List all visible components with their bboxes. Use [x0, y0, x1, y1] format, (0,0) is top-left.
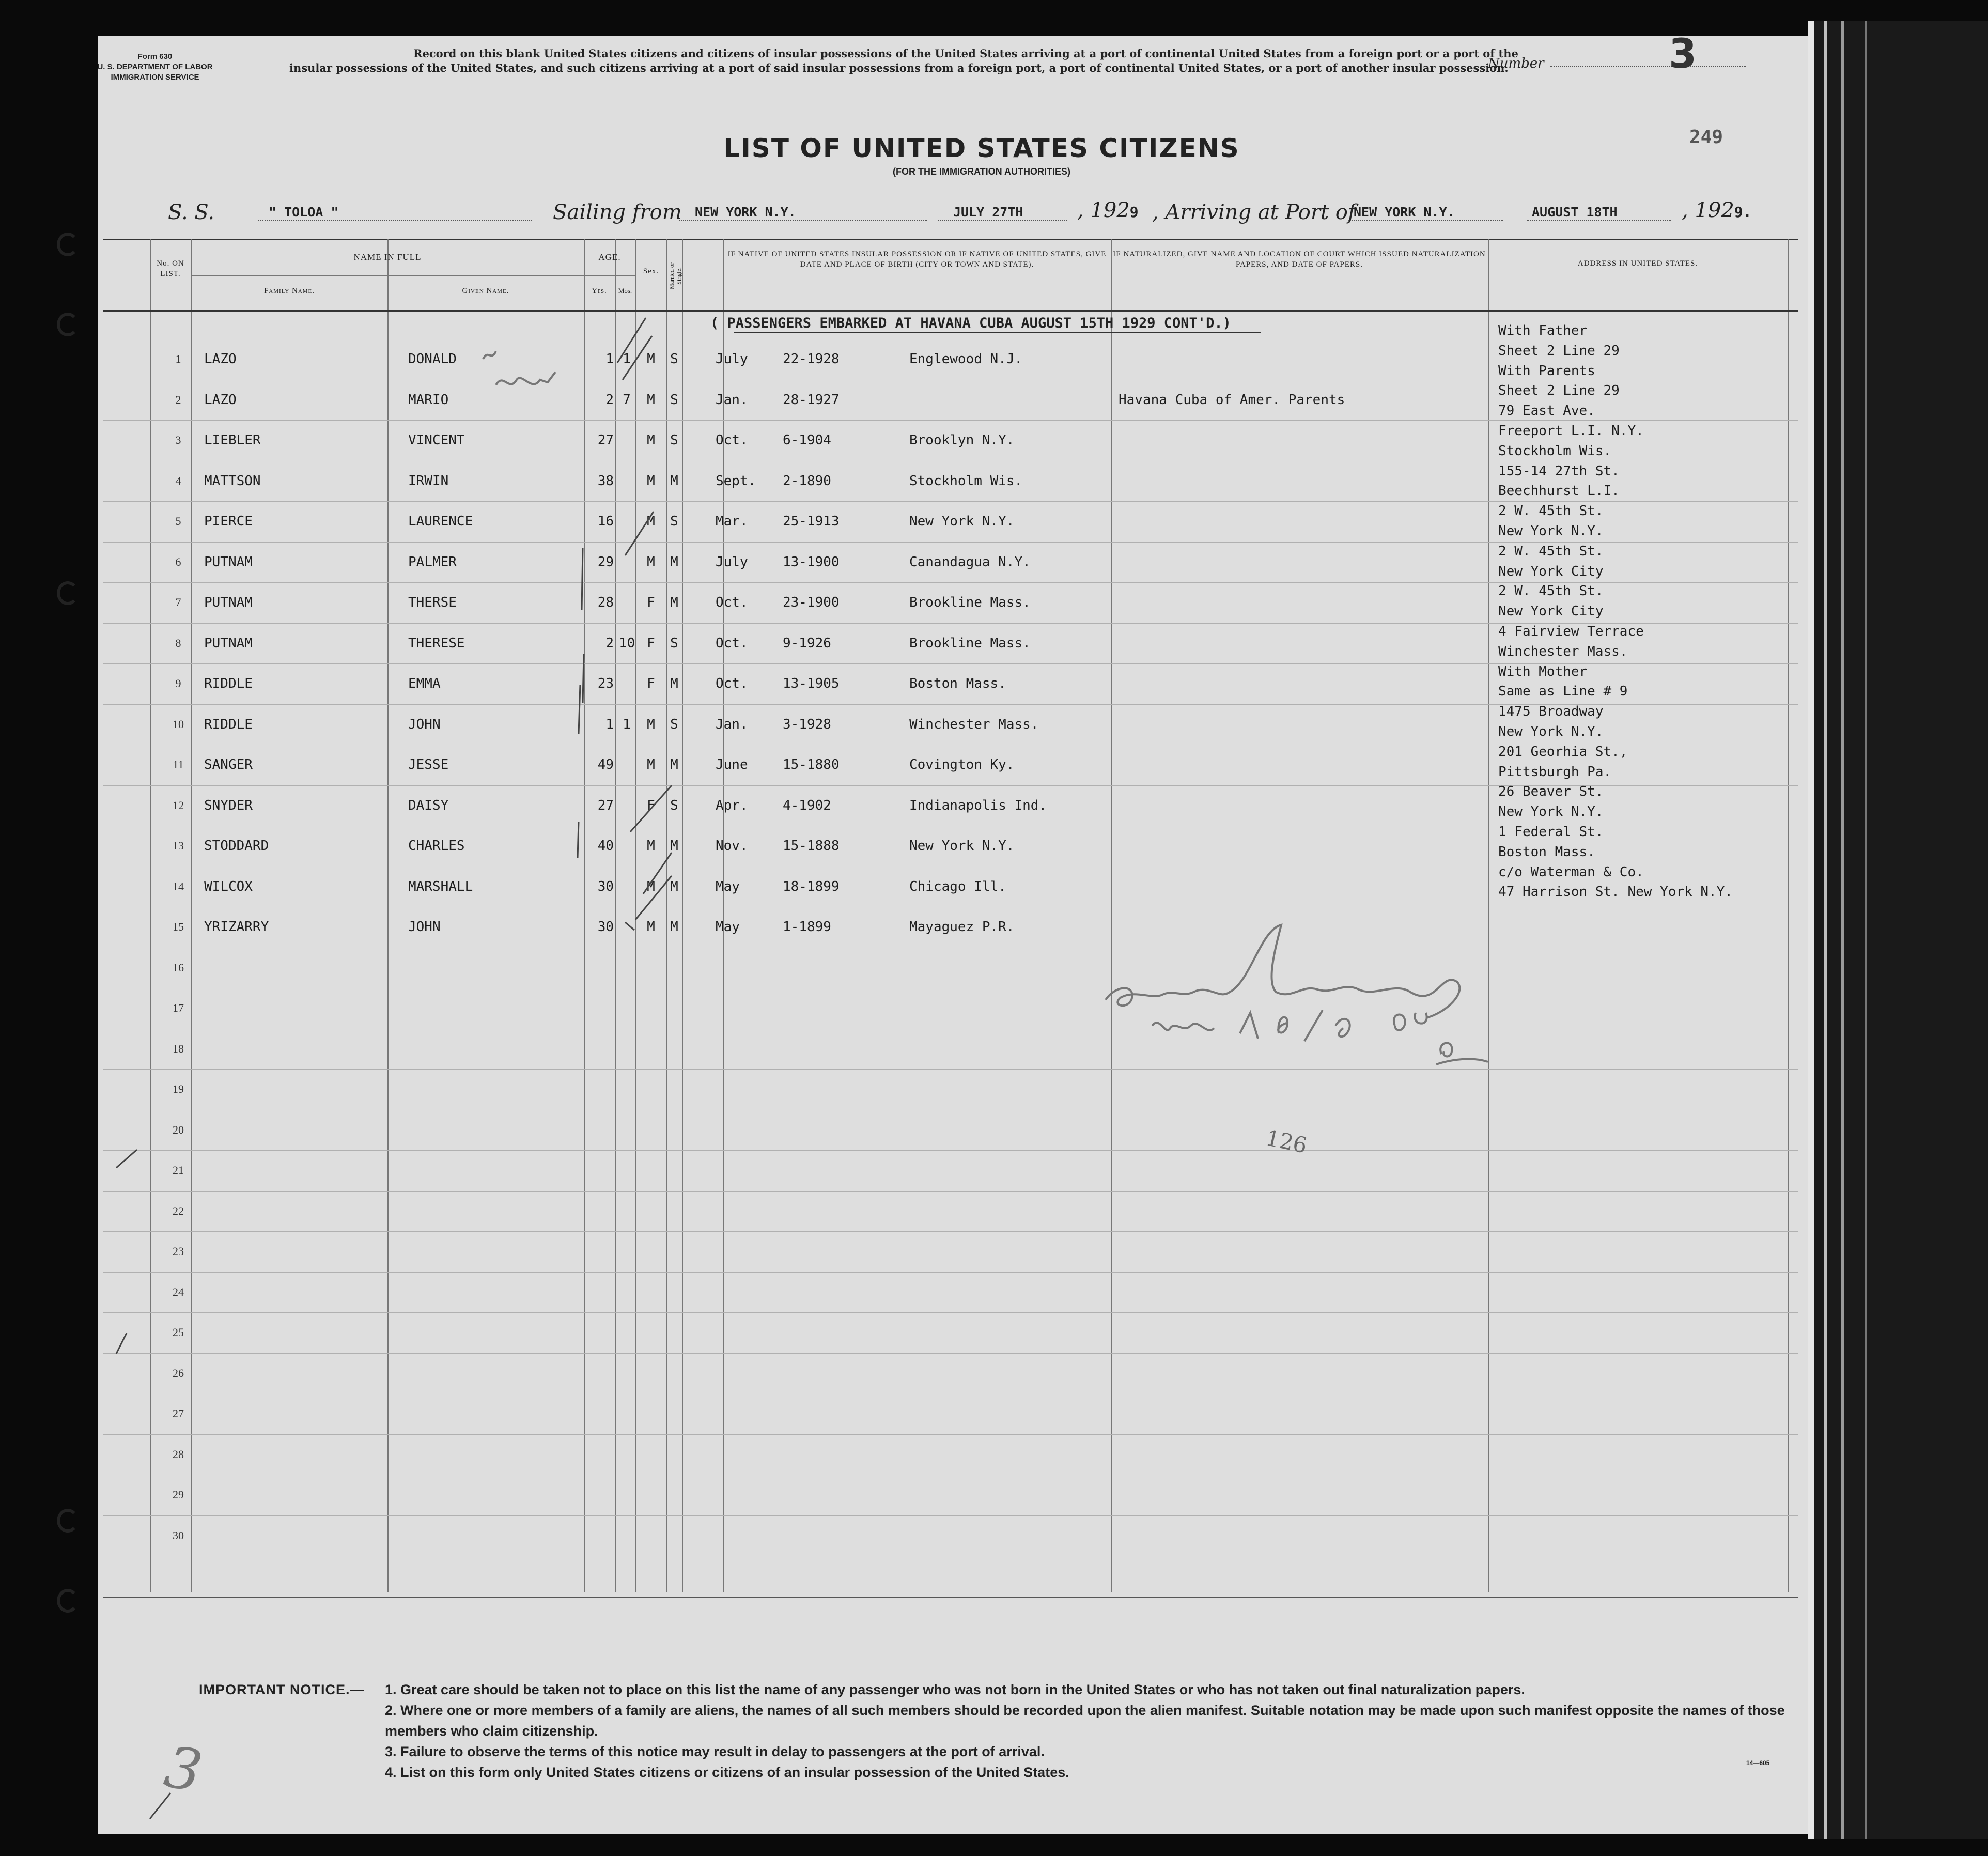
form-label: Form 630: [137, 52, 173, 61]
birth-place-cell: Brookline Mass.: [909, 595, 1031, 610]
birth-month-cell: Mar.: [716, 514, 748, 529]
stamp-number: 249: [1689, 127, 1723, 148]
col-family-name: Family Name.: [263, 287, 315, 295]
row-number: 6: [175, 555, 181, 568]
col-age-mos: Mos.: [618, 287, 632, 295]
birth-month-cell: May: [716, 878, 740, 894]
sex-cell: M: [647, 757, 655, 772]
number-value: 3: [1669, 31, 1697, 78]
address-line: New York City: [1498, 563, 1604, 579]
address-line: 201 Georhia St.,: [1498, 744, 1628, 760]
age-years-cell: 16: [597, 514, 614, 529]
age-years-cell: 38: [597, 473, 614, 489]
birth-month-cell: Jan.: [716, 716, 748, 732]
address-line: Pittsburgh Pa.: [1498, 764, 1612, 780]
col-married-single: Married or Single.: [668, 262, 682, 289]
given-name-cell: THERSE: [408, 595, 457, 610]
sex-cell: M: [647, 919, 655, 935]
marital-status-cell: M: [670, 838, 678, 854]
arrival-port-value: NEW YORK N.Y.: [1354, 205, 1455, 220]
row-number: 9: [175, 677, 181, 690]
notice-item: 2. Where one or more members of a family are aliens, the names of all such members should be recorded upon the alien manifest. Suitable notation may be made upon such manifest opposite the names of those members who claim citizenship.: [385, 1703, 1785, 1739]
birth-date-cell: 1-1899: [783, 919, 831, 935]
family-name-cell: STODDARD: [204, 838, 269, 854]
naturalized-cell: Havana Cuba of Amer. Parents: [1119, 392, 1345, 408]
address-line: 2 W. 45th St.: [1498, 543, 1604, 559]
address-line: 1475 Broadway: [1498, 704, 1604, 720]
time-stroke: [1394, 1013, 1488, 1064]
row-number: 14: [173, 879, 184, 893]
address-line: 4 Fairview Terrace: [1498, 624, 1644, 639]
birth-month-cell: Apr.: [716, 797, 748, 813]
sex-cell: M: [647, 554, 655, 570]
marital-status-cell: S: [670, 797, 678, 813]
birth-date-cell: 28-1927: [783, 392, 840, 408]
department-label: U. S. DEPARTMENT OF LABOR: [97, 63, 213, 71]
number-label: Number: [1488, 56, 1544, 71]
address-line: With Mother: [1498, 663, 1588, 679]
marital-status-cell: M: [670, 878, 678, 894]
row-number: 21: [173, 1164, 184, 1177]
family-name-cell: PIERCE: [204, 514, 253, 529]
address-line: New York N.Y.: [1498, 804, 1604, 820]
sex-cell: M: [647, 878, 655, 894]
col-name-in-full: NAME IN FULL: [353, 252, 422, 262]
family-name-cell: RIDDLE: [204, 716, 253, 732]
address-line: With Father: [1498, 323, 1588, 338]
address-line: 79 East Ave.: [1498, 403, 1595, 419]
row-number: 18: [173, 1042, 184, 1055]
row-number: 17: [173, 1001, 184, 1014]
age-years-cell: 27: [597, 797, 614, 813]
birth-month-cell: June: [716, 757, 748, 772]
age-months-cell: 7: [623, 392, 631, 408]
birth-date-cell: 2-1890: [783, 473, 831, 489]
marital-status-cell: M: [670, 757, 678, 772]
address-line: Stockholm Wis.: [1498, 443, 1612, 459]
age-months-cell: 1: [623, 351, 631, 367]
marital-status-cell: S: [670, 514, 678, 529]
check-mark: [617, 318, 646, 363]
row-number: 15: [173, 920, 184, 933]
sailing-year-prefix: 192: [1090, 198, 1130, 222]
sailing-date-value: JULY 27TH: [953, 205, 1023, 220]
birth-month-cell: May: [716, 919, 740, 935]
col-native-birth: IF NATIVE OF UNITED STATES INSULAR POSSESSION OR IF NATIVE OF UNITED STATES, GIVE DATE AND PLACE OF BIRTH (CITY OR TOWN AND STATE).: [727, 250, 1107, 269]
col-no-on-list: No. ON LIST.: [157, 259, 184, 278]
age-years-cell: 49: [597, 757, 614, 772]
check-mark: [630, 785, 672, 832]
row-number: 27: [173, 1407, 184, 1420]
birth-date-cell: 15-1880: [783, 757, 840, 772]
row-number: 19: [173, 1082, 184, 1095]
age-years-cell: 29: [597, 554, 614, 570]
birth-place-cell: New York N.Y.: [909, 514, 1015, 529]
col-given-name: Given Name.: [462, 287, 509, 295]
birth-date-cell: 13-1900: [783, 554, 840, 570]
row-number: 12: [173, 798, 184, 812]
address-line: 2 W. 45th St.: [1498, 503, 1604, 519]
address-line: With Parents: [1498, 363, 1595, 379]
row-number: 25: [173, 1326, 184, 1339]
address-line: Sheet 2 Line 29: [1498, 383, 1620, 399]
address-line: New York N.Y.: [1498, 523, 1604, 539]
sex-cell: F: [647, 635, 655, 651]
table-bottom-rule: [103, 1597, 1798, 1598]
row-number: 5: [175, 515, 181, 528]
col-sex: Sex.: [643, 267, 659, 275]
row-number: 10: [173, 717, 184, 731]
birth-date-cell: 25-1913: [783, 514, 840, 529]
birth-date-cell: 22-1928: [783, 351, 840, 367]
embarkation-note: ( PASSENGERS EMBARKED AT HAVANA CUBA AUGUST 15TH 1929 CONT'D.): [710, 315, 1231, 331]
sex-cell: M: [647, 473, 655, 489]
address-line: 155-14 27th St.: [1498, 463, 1620, 479]
family-name-cell: SANGER: [204, 757, 253, 772]
birth-place-cell: Indianapolis Ind.: [909, 797, 1047, 813]
given-name-cell: PALMER: [408, 554, 457, 570]
ship-name-value: " TOLOA ": [269, 205, 339, 220]
check-mark: [625, 512, 654, 555]
row-number: 24: [173, 1285, 184, 1298]
address-line: Sheet 2 Line 29: [1498, 343, 1620, 359]
given-name-cell: DAISY: [408, 797, 449, 813]
birth-date-cell: 15-1888: [783, 838, 840, 854]
birth-month-cell: Oct.: [716, 432, 748, 448]
signature: [483, 351, 1488, 1064]
margin-mark: [116, 1150, 137, 1168]
address-line: 26 Beaver St.: [1498, 784, 1604, 800]
sex-cell: M: [647, 392, 655, 408]
address-line: New York City: [1498, 604, 1604, 620]
address-line: 1 Federal St.: [1498, 824, 1604, 840]
service-label: IMMIGRATION SERVICE: [111, 73, 199, 82]
row-number: 20: [173, 1123, 184, 1136]
given-name-cell: CHARLES: [408, 838, 465, 854]
sex-cell: F: [647, 676, 655, 691]
birth-month-cell: July: [716, 351, 748, 367]
row-number: 1: [175, 352, 181, 365]
row-number: 8: [175, 636, 181, 649]
birth-date-cell: 3-1928: [783, 716, 831, 732]
address-line: 2 W. 45th St.: [1498, 583, 1604, 599]
address-line: Freeport L.I. N.Y.: [1498, 423, 1644, 439]
birth-place-cell: Covington Ky.: [909, 757, 1015, 772]
annotation-stroke: [483, 351, 555, 385]
address-line: New York N.Y.: [1498, 724, 1604, 739]
birth-month-cell: July: [716, 554, 748, 570]
age-years-cell: 30: [597, 919, 614, 935]
age-months-cell: 1: [623, 716, 631, 732]
address-line: Beechhurst L.I.: [1498, 483, 1620, 499]
row-number: 16: [173, 961, 184, 974]
sex-cell: M: [647, 351, 655, 367]
birth-place-cell: Brooklyn N.Y.: [909, 432, 1015, 448]
sailing-year-digit: 9: [1129, 204, 1139, 221]
marital-status-cell: M: [670, 473, 678, 489]
margin-mark: [116, 1333, 127, 1354]
notice-heading: IMPORTANT NOTICE.—: [199, 1682, 365, 1697]
family-name-cell: LAZO: [204, 351, 237, 367]
row-number: 2: [175, 393, 181, 406]
address-line: c/o Waterman & Co.: [1498, 864, 1644, 880]
family-name-cell: SNYDER: [204, 797, 253, 813]
sex-cell: F: [647, 797, 655, 813]
stamp-126: 126: [1263, 1125, 1310, 1158]
age-years-cell: 23: [597, 676, 614, 691]
row-number: 23: [173, 1245, 184, 1258]
family-name-cell: PUTNAM: [204, 554, 253, 570]
age-years-cell: 28: [597, 595, 614, 610]
col-naturalized: IF NATURALIZED, GIVE NAME AND LOCATION OF COURT WHICH ISSUED NATURALIZATION PAPERS, AND DATE OF PAPERS.: [1113, 250, 1486, 269]
sex-cell: M: [647, 716, 655, 732]
given-name-cell: JOHN: [408, 716, 441, 732]
age-years-cell: 2: [605, 392, 614, 408]
sex-cell: F: [647, 595, 655, 610]
check-marks: [116, 318, 672, 1819]
birth-place-cell: Englewood N.J.: [909, 351, 1023, 367]
birth-date-cell: 23-1900: [783, 595, 840, 610]
age-years-cell: 1: [605, 351, 614, 367]
birth-month-cell: Oct.: [716, 595, 748, 610]
date-stroke: [1240, 1010, 1350, 1041]
row-number: 7: [175, 596, 181, 609]
family-name-cell: PUTNAM: [204, 635, 253, 651]
age-years-cell: 40: [597, 838, 614, 854]
birth-month-cell: Oct.: [716, 635, 748, 651]
page-title: LIST OF UNITED STATES CITIZENS: [723, 133, 1240, 163]
bracket-mark: [582, 548, 583, 610]
birth-date-cell: 6-1904: [783, 432, 831, 448]
row-number: 26: [173, 1366, 184, 1380]
family-name-cell: MATTSON: [204, 473, 261, 489]
page-subtitle: (FOR THE IMMIGRATION AUTHORITIES): [893, 166, 1070, 177]
given-name-cell: THERESE: [408, 635, 465, 651]
birth-place-cell: Chicago Ill.: [909, 878, 1006, 894]
sex-cell: M: [647, 838, 655, 854]
row-number: 11: [173, 758, 184, 771]
marital-status-cell: S: [670, 432, 678, 448]
given-name-cell: EMMA: [408, 676, 441, 691]
marital-status-cell: S: [670, 392, 678, 408]
birth-place-cell: Brookline Mass.: [909, 635, 1031, 651]
col-age: AGE.: [598, 252, 621, 262]
row-number: 22: [173, 1204, 184, 1217]
marital-status-cell: S: [670, 716, 678, 732]
signature-stroke: [1152, 1023, 1214, 1030]
marital-status-cell: M: [670, 554, 678, 570]
bracket-mark: [579, 685, 580, 734]
row-number: 3: [175, 434, 181, 446]
birth-place-cell: Mayaguez P.R.: [909, 919, 1015, 935]
family-name-cell: PUTNAM: [204, 595, 253, 610]
given-name-cell: JOHN: [408, 919, 441, 935]
record-instructions: Record on this blank United States citizens and citizens of insular possessions of the United States arriving at a port of continental United States from a foreign port or a port of the insular possessions of the United States, and such citizens arriving at a port of said insular possessions from a foreign port, a port of continental United States, or a port of another insular possession.: [289, 47, 1518, 74]
row-number: 30: [173, 1528, 184, 1542]
ss-label: S. S.: [168, 200, 215, 224]
notice-item: 1. Great care should be taken not to place on this list the name of any passenger who was not born in the United States or who has not taken out final naturalization papers.: [385, 1682, 1525, 1697]
birth-month-cell: Nov.: [716, 838, 748, 854]
birth-place-cell: New York N.Y.: [909, 838, 1015, 854]
notice-item: 3. Failure to observe the terms of this notice may result in delay to passengers at the port of arrival.: [385, 1744, 1045, 1759]
form-code: 14—605: [1746, 1759, 1770, 1767]
birth-place-cell: Canandagua N.Y.: [909, 554, 1031, 570]
given-name-cell: LAURENCE: [408, 514, 473, 529]
marital-status-cell: S: [670, 635, 678, 651]
arrival-year-prefix: 192: [1695, 198, 1734, 222]
sailing-from-value: NEW YORK N.Y.: [695, 205, 796, 220]
birth-date-cell: 9-1926: [783, 635, 831, 651]
given-name-cell: JESSE: [408, 757, 449, 772]
birth-date-cell: 13-1905: [783, 676, 840, 691]
family-name-cell: LAZO: [204, 392, 237, 408]
col-address: ADDRESS IN UNITED STATES.: [1577, 259, 1698, 268]
check-mark: [625, 922, 634, 930]
bracket-mark: [583, 654, 584, 703]
address-line: Boston Mass.: [1498, 844, 1595, 860]
family-name-cell: YRIZARRY: [204, 919, 269, 935]
corner-pencil-mark: 3: [160, 1733, 207, 1805]
given-name-cell: VINCENT: [408, 432, 465, 448]
arrival-year: , 1929.: [1682, 198, 1752, 222]
address-line: Winchester Mass.: [1498, 643, 1628, 659]
row-number: 29: [173, 1488, 184, 1501]
bracket-mark: [578, 822, 579, 858]
address-line: 47 Harrison St. New York N.Y.: [1498, 884, 1733, 900]
marital-status-cell: M: [670, 676, 678, 691]
birth-month-cell: Jan.: [716, 392, 748, 408]
sailing-label: Sailing from: [553, 200, 682, 224]
marital-status-cell: M: [670, 919, 678, 935]
col-age-yrs: Yrs.: [592, 287, 607, 295]
signature-stroke: [1106, 925, 1459, 1018]
arrival-date-value: AUGUST 18TH: [1532, 205, 1618, 220]
marital-status-cell: S: [670, 351, 678, 367]
family-name-cell: WILCOX: [204, 878, 253, 894]
row-number: 4: [175, 474, 181, 487]
given-name-cell: MARSHALL: [408, 878, 473, 894]
birth-date-cell: 4-1902: [783, 797, 831, 813]
address-line: Same as Line # 9: [1498, 684, 1628, 700]
family-name-cell: LIEBLER: [204, 432, 261, 448]
birth-place-cell: Stockholm Wis.: [909, 473, 1023, 489]
sailing-year: , 1929: [1077, 198, 1139, 222]
age-years-cell: 30: [597, 878, 614, 894]
age-years-cell: 27: [597, 432, 614, 448]
given-name-cell: MARIO: [408, 392, 449, 408]
birth-date-cell: 18-1899: [783, 878, 840, 894]
notice-item: 4. List on this form only United States citizens or citizens of an insular possession of the United States.: [385, 1765, 1069, 1780]
birth-month-cell: Oct.: [716, 676, 748, 691]
check-mark: [635, 876, 672, 920]
arrival-year-digit: 9.: [1734, 204, 1752, 221]
sex-cell: M: [647, 514, 655, 529]
birth-place-cell: Boston Mass.: [909, 676, 1006, 691]
check-mark: [643, 853, 672, 894]
row-number: 28: [173, 1447, 184, 1461]
sex-cell: M: [647, 432, 655, 448]
age-years-cell: 2: [605, 635, 614, 651]
birth-month-cell: Sept.: [716, 473, 756, 489]
age-years-cell: 1: [605, 716, 614, 732]
arriving-label: , Arriving at Port of: [1152, 200, 1356, 224]
marital-status-cell: M: [670, 595, 678, 610]
row-number: 13: [173, 839, 184, 852]
family-name-cell: RIDDLE: [204, 676, 253, 691]
given-name-cell: IRWIN: [408, 473, 449, 489]
given-name-cell: DONALD: [408, 351, 457, 367]
age-months-cell: 10: [619, 635, 635, 651]
birth-place-cell: Winchester Mass.: [909, 716, 1039, 732]
notice-list: [385, 1679, 1811, 1783]
check-mark: [623, 336, 652, 380]
